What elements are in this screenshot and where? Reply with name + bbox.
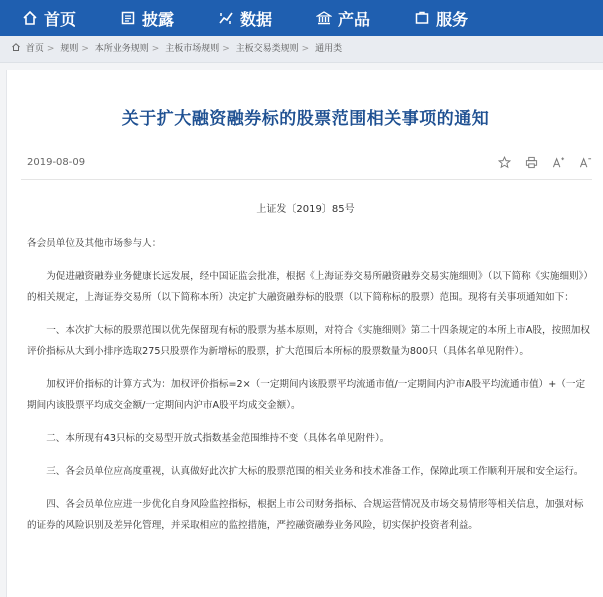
document-number: 上证发〔2019〕85号 — [256, 204, 355, 215]
breadcrumb — [0, 36, 603, 63]
greeting: 各会员单位及其他市场参与人： — [27, 238, 162, 249]
nav-services-label: 服务 — [436, 9, 469, 29]
breadcrumb-item[interactable]: 规则 — [60, 44, 79, 54]
breadcrumb-separator: > — [81, 44, 89, 54]
nav-data[interactable] — [196, 0, 294, 36]
divider — [21, 179, 592, 180]
doc-meta — [27, 153, 592, 171]
nav-disclosure-label: 披露 — [142, 9, 175, 29]
nav-home-label: 首页 — [44, 9, 77, 29]
nav-products-label: 产品 — [338, 9, 371, 29]
chart-icon — [218, 10, 234, 26]
nav-home[interactable] — [0, 0, 98, 36]
nav-products[interactable] — [294, 0, 392, 36]
breadcrumb-home-icon — [12, 43, 20, 51]
doc-toolbar — [498, 156, 592, 169]
publish-date: 2019-08-09 — [27, 156, 86, 168]
paragraph: 三、各会员单位应高度重视，认真做好此次扩大标的股票范围的相关业务和技术准备工作，保障此项工作顺利开展和安全运行。 — [46, 466, 584, 477]
nav-disclosure[interactable] — [98, 0, 196, 36]
breadcrumb-item[interactable]: 主板交易类规则 — [235, 44, 299, 54]
nav-services[interactable] — [392, 0, 490, 36]
breadcrumb-separator: > — [151, 44, 160, 54]
breadcrumb-separator: > — [46, 44, 55, 54]
document-icon — [120, 10, 136, 26]
page-title: 关于扩大融资融券标的股票范围相关事项的通知 — [121, 109, 490, 129]
paragraph: 四、各会员单位应进一步优化自身风险监控指标，根据上市公司财务指标、合规运营情况及市场交易情形等相关信息，加强对标的证券的风险识别及差异化管理，并采取相应的监控措施，严控融资融券业务风险，切实保护投资者利益。 — [27, 499, 584, 531]
service-icon — [414, 10, 430, 26]
paragraph: 为促进融资融券业务健康长远发展，经中国证监会批准，根据《上海证券交易所融资融券交易实施细则》（以下简称《实施细则》）的相关规定，上海证券交易所（以下简称本所）决定扩大融资融券标的股票（以下简称标的股票）范围。现将有关事项通知如下： — [27, 271, 589, 303]
breadcrumb-separator: > — [222, 44, 230, 54]
nav-data-label: 数据 — [240, 9, 273, 29]
document-body — [7, 233, 603, 536]
content-panel — [6, 70, 603, 597]
bank-icon — [316, 10, 332, 26]
breadcrumb-separator: > — [301, 44, 310, 54]
font-decrease-icon[interactable] — [579, 156, 592, 169]
paragraph: 二、本所现有43只标的交易型开放式指数基金范围维持不变（具体名单见附件）。 — [46, 433, 390, 444]
home-icon — [22, 10, 38, 26]
breadcrumb-item[interactable]: 主板市场规则 — [165, 44, 220, 54]
top-nav — [0, 0, 603, 36]
star-icon[interactable] — [498, 156, 511, 169]
breadcrumb-item[interactable]: 首页 — [25, 44, 44, 54]
breadcrumb-item[interactable]: 通用类 — [315, 44, 343, 54]
breadcrumb-item[interactable]: 本所业务规则 — [94, 44, 149, 54]
paragraph: 加权评价指标的计算方式为：加权评价指标=2×（一定期间内该股票平均流通市值/一定期间内沪市A股平均流通市值）+（一定期间内该股票平均成交金额/一定期间内沪市A股平均成交金额）。 — [27, 379, 586, 411]
print-icon[interactable] — [525, 156, 538, 169]
font-increase-icon[interactable] — [552, 156, 565, 169]
paragraph: 一、本次扩大标的股票范围以优先保留现有标的股票为基本原则，对符合《实施细则》第二十四条规定的本所上市A股，按照加权评价指标从大到小排序选取275只股票作为新增标的股票，扩大范围后本所标的股票数量为800只（具体名单见附件）。 — [27, 325, 590, 357]
